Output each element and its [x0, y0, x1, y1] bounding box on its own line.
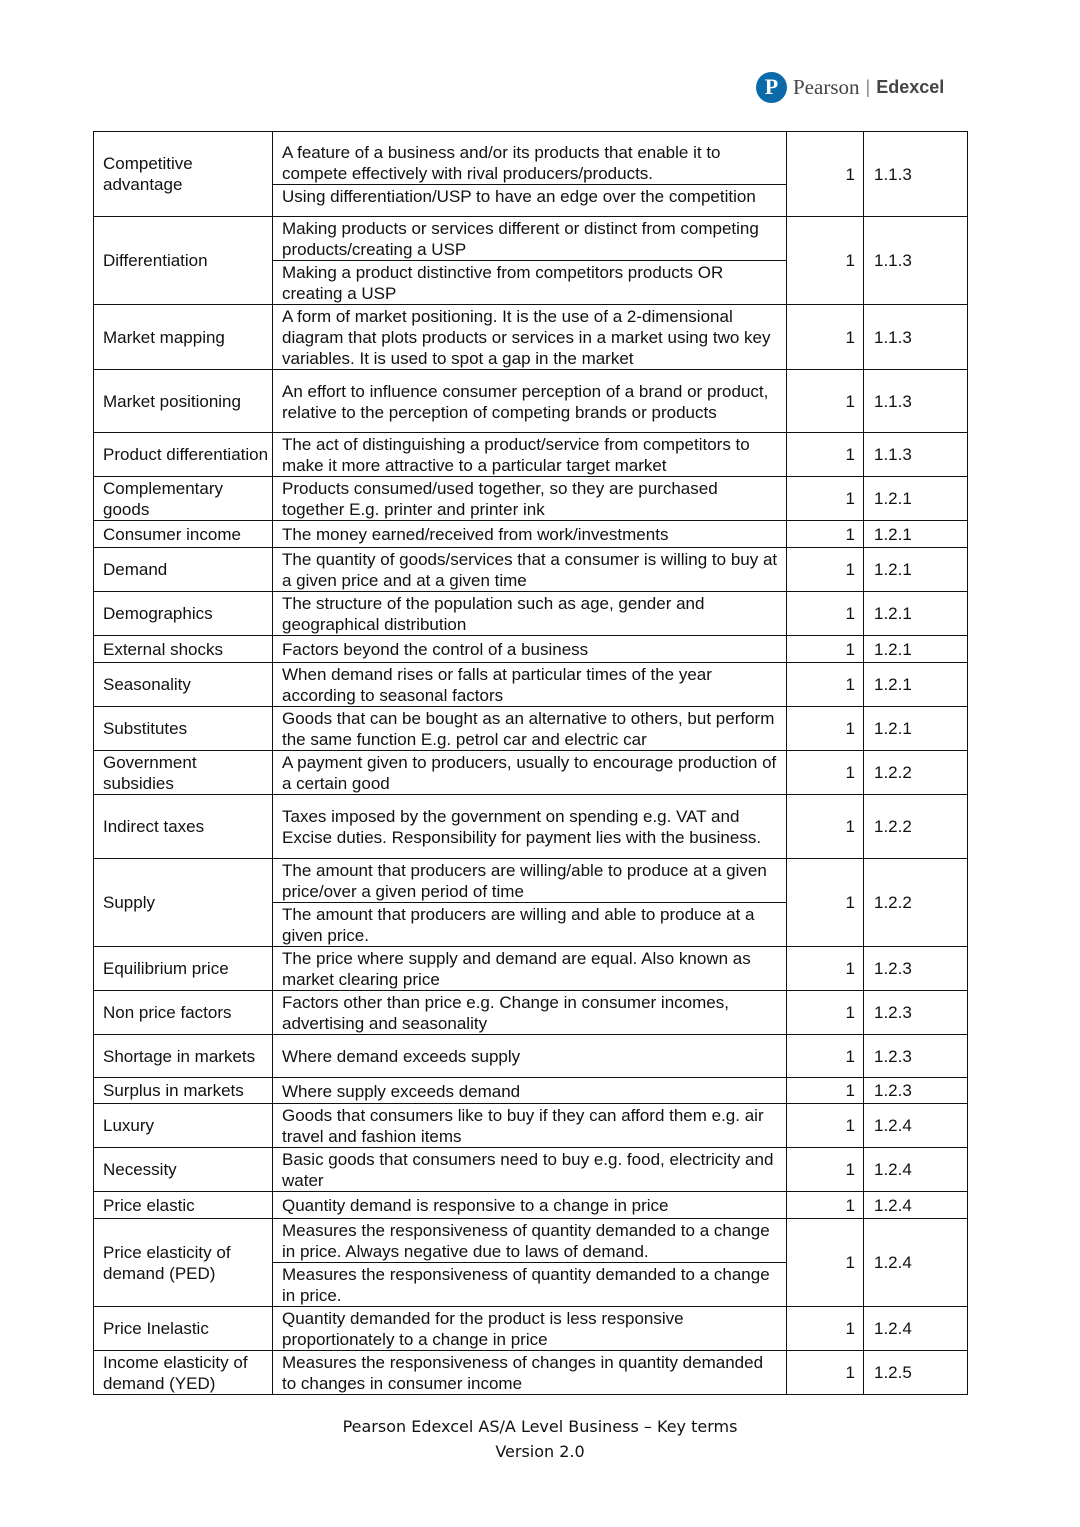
definition-text: Factors other than price e.g. Change in consumer incomes, advertising and seasonality — [282, 993, 729, 1033]
spec-ref-cell: 1.2.1 — [864, 663, 968, 707]
definition-cell — [273, 217, 787, 305]
definition-text: Goods that can be bought as an alternative to others, but perform the same function E.g. petrol car and electric car — [282, 709, 775, 749]
term-cell: Price elastic — [94, 1192, 273, 1219]
definition-cell — [273, 433, 787, 477]
marks-cell: 1 — [787, 707, 864, 751]
table-row — [94, 1078, 968, 1104]
spec-ref-cell: 1.2.4 — [864, 1219, 968, 1307]
marks-cell: 1 — [787, 1104, 864, 1148]
definition-text: A form of market positioning. It is the use of a 2-dimensional diagram that plots products or services in a market using two key variables. It is used to spot a gap in the market — [282, 307, 771, 368]
spec-ref-cell: 1.2.4 — [864, 1192, 968, 1219]
definition-cell — [273, 521, 787, 548]
term-cell: Market mapping — [94, 305, 273, 370]
spec-ref-cell: 1.2.4 — [864, 1104, 968, 1148]
table-row — [94, 991, 968, 1035]
definition-cell — [273, 859, 787, 947]
term-cell: Necessity — [94, 1148, 273, 1192]
term-cell: Government subsidies — [94, 751, 273, 795]
marks-cell: 1 — [787, 636, 864, 663]
table-row — [94, 477, 968, 521]
marks-cell: 1 — [787, 1192, 864, 1219]
spec-ref-cell: 1.2.5 — [864, 1351, 968, 1395]
spec-ref-cell: 1.2.2 — [864, 795, 968, 859]
marks-cell: 1 — [787, 991, 864, 1035]
marks-cell: 1 — [787, 1035, 864, 1078]
definition-text: Products consumed/used together, so they are purchased together E.g. printer and printer ink — [282, 479, 718, 519]
table-row — [94, 1351, 968, 1395]
table-row — [94, 707, 968, 751]
marks-cell: 1 — [787, 592, 864, 636]
definition-cell — [273, 1351, 787, 1395]
spec-ref-cell: 1.2.1 — [864, 592, 968, 636]
spec-ref-cell: 1.2.4 — [864, 1307, 968, 1351]
definition-text: Basic goods that consumers need to buy e.g. food, electricity and water — [282, 1150, 774, 1190]
definition-text: Using differentiation/USP to have an edge over the competition — [273, 184, 786, 207]
definition-text: A payment given to producers, usually to encourage production of a certain good — [282, 753, 777, 793]
definition-cell — [273, 636, 787, 663]
footer-title: Pearson Edexcel AS/A Level Business – Key terms — [342, 1417, 738, 1436]
term-cell: Indirect taxes — [94, 795, 273, 859]
marks-cell: 1 — [787, 370, 864, 433]
term-cell: Demand — [94, 548, 273, 592]
definition-cell — [273, 1219, 787, 1307]
definition-cell — [273, 1078, 787, 1104]
marks-cell: 1 — [787, 305, 864, 370]
pearson-logo-icon: P — [756, 72, 787, 103]
spec-ref-cell: 1.1.3 — [864, 433, 968, 477]
spec-ref-cell: 1.1.3 — [864, 370, 968, 433]
marks-cell: 1 — [787, 1307, 864, 1351]
definition-text: Making products or services different or distinct from competing products/creating a USP — [282, 219, 759, 259]
term-cell: External shocks — [94, 636, 273, 663]
definition-text: Goods that consumers like to buy if they can afford them e.g. air travel and fashion items — [282, 1106, 764, 1146]
table-row — [94, 947, 968, 991]
definition-text: The quantity of goods/services that a consumer is willing to buy at a given price and at a given time — [282, 550, 778, 590]
table-row — [94, 1035, 968, 1078]
spec-ref-cell: 1.2.4 — [864, 1148, 968, 1192]
definition-text: Measures the responsiveness of quantity demanded to a change in price. Always negative due to laws of demand. — [282, 1221, 770, 1261]
term-cell: Price elasticity of demand (PED) — [94, 1219, 273, 1307]
term-cell: Income elasticity of demand (YED) — [94, 1351, 273, 1395]
spec-ref-cell: 1.2.3 — [864, 1078, 968, 1104]
table-row — [94, 592, 968, 636]
marks-cell: 1 — [787, 521, 864, 548]
table-row — [94, 132, 968, 217]
term-cell: Non price factors — [94, 991, 273, 1035]
marks-cell: 1 — [787, 548, 864, 592]
definition-text: The price where supply and demand are equal. Also known as market clearing price — [282, 949, 751, 989]
marks-cell: 1 — [787, 132, 864, 217]
definition-cell — [273, 1148, 787, 1192]
spec-ref-cell: 1.2.3 — [864, 1035, 968, 1078]
marks-cell: 1 — [787, 217, 864, 305]
spec-ref-cell: 1.2.1 — [864, 548, 968, 592]
definition-cell — [273, 991, 787, 1035]
table-row — [94, 1307, 968, 1351]
spec-ref-cell: 1.2.3 — [864, 991, 968, 1035]
definition-cell — [273, 663, 787, 707]
term-cell: Differentiation — [94, 217, 273, 305]
definition-cell — [273, 795, 787, 859]
spec-ref-cell: 1.2.3 — [864, 947, 968, 991]
marks-cell: 1 — [787, 1078, 864, 1104]
definition-text: Where demand exceeds supply — [282, 1047, 521, 1066]
table-row — [94, 636, 968, 663]
table-row — [94, 305, 968, 370]
definition-text: Quantity demanded for the product is less responsive proportionately to a change in price — [282, 1309, 684, 1349]
table-row — [94, 751, 968, 795]
term-cell: Shortage in markets — [94, 1035, 273, 1078]
spec-ref-cell: 1.2.1 — [864, 521, 968, 548]
definition-cell — [273, 751, 787, 795]
term-cell: Seasonality — [94, 663, 273, 707]
marks-cell: 1 — [787, 477, 864, 521]
definition-cell — [273, 370, 787, 433]
definition-cell — [273, 1104, 787, 1148]
definition-cell — [273, 1307, 787, 1351]
marks-cell: 1 — [787, 751, 864, 795]
definition-text: When demand rises or falls at particular times of the year according to seasonal factors — [282, 665, 712, 705]
table-row — [94, 1148, 968, 1192]
term-cell: Competitive advantage — [94, 132, 273, 217]
definition-cell — [273, 707, 787, 751]
marks-cell: 1 — [787, 1219, 864, 1307]
spec-ref-cell: 1.1.3 — [864, 217, 968, 305]
marks-cell: 1 — [787, 663, 864, 707]
definition-text: The amount that producers are willing and able to produce at a given price. — [273, 902, 786, 946]
term-cell: Equilibrium price — [94, 947, 273, 991]
definition-text: Factors beyond the control of a business — [282, 640, 589, 659]
sub-brand-name: Edexcel — [876, 76, 945, 97]
spec-ref-cell: 1.2.1 — [864, 707, 968, 751]
term-cell: Substitutes — [94, 707, 273, 751]
definition-text: Measures the responsiveness of changes in quantity demanded to changes in consumer income — [282, 1353, 764, 1393]
definition-text: Measures the responsiveness of quantity demanded to a change in price. — [273, 1262, 786, 1306]
definition-cell — [273, 1035, 787, 1078]
marks-cell: 1 — [787, 433, 864, 477]
table-row — [94, 433, 968, 477]
table-row — [94, 370, 968, 433]
term-cell: Consumer income — [94, 521, 273, 548]
marks-cell: 1 — [787, 859, 864, 947]
table-row — [94, 1104, 968, 1148]
definition-cell — [273, 305, 787, 370]
table-row — [94, 1219, 968, 1307]
marks-cell: 1 — [787, 795, 864, 859]
term-cell: Supply — [94, 859, 273, 947]
spec-ref-cell: 1.1.3 — [864, 305, 968, 370]
definition-text: An effort to influence consumer perception of a brand or product, relative to the perception of competing brands or products — [282, 381, 769, 422]
term-cell: Price Inelastic — [94, 1307, 273, 1351]
definition-text: A feature of a business and/or its products that enable it to compete effectively with rival producers/products. — [282, 143, 721, 183]
definition-text: The money earned/received from work/investments — [282, 525, 669, 544]
definition-text: The amount that producers are willing/able to produce at a given price/over a given period of time — [282, 861, 767, 901]
table-row — [94, 1192, 968, 1219]
definition-text: The act of distinguishing a product/service from competitors to make it more attractive to a particular target market — [282, 435, 750, 475]
term-cell: Demographics — [94, 592, 273, 636]
brand-name: Pearson — [793, 74, 860, 99]
table-row — [94, 521, 968, 548]
spec-ref-cell: 1.2.1 — [864, 636, 968, 663]
definition-cell — [273, 1192, 787, 1219]
spec-ref-cell: 1.2.2 — [864, 751, 968, 795]
table-row — [94, 217, 968, 305]
table-row — [94, 548, 968, 592]
marks-cell: 1 — [787, 947, 864, 991]
definition-text: The structure of the population such as age, gender and geographical distribution — [282, 594, 705, 634]
definition-text: Where supply exceeds demand — [282, 1081, 521, 1101]
table-row — [94, 859, 968, 947]
definition-cell — [273, 592, 787, 636]
definition-text: Quantity demand is responsive to a change in price — [282, 1196, 669, 1215]
marks-cell: 1 — [787, 1148, 864, 1192]
key-terms-table — [93, 131, 968, 1395]
table-row — [94, 795, 968, 859]
brand-separator: | — [865, 76, 871, 97]
spec-ref-cell: 1.2.1 — [864, 477, 968, 521]
definition-cell — [273, 947, 787, 991]
definition-text: Taxes imposed by the government on spending e.g. VAT and Excise duties. Responsibility for payment lies with the business. — [282, 807, 762, 847]
table-row — [94, 663, 968, 707]
definition-text: Making a product distinctive from competitors products OR creating a USP — [273, 260, 786, 304]
term-cell: Product differentiation — [94, 433, 273, 477]
pearson-edexcel-logo — [756, 70, 944, 104]
term-cell: Complementary goods — [94, 477, 273, 521]
definition-cell — [273, 548, 787, 592]
term-cell: Market positioning — [94, 370, 273, 433]
definition-cell — [273, 132, 787, 217]
spec-ref-cell: 1.2.2 — [864, 859, 968, 947]
footer-version: Version 2.0 — [495, 1442, 585, 1461]
marks-cell: 1 — [787, 1351, 864, 1395]
term-cell: Surplus in markets — [94, 1078, 273, 1104]
spec-ref-cell: 1.1.3 — [864, 132, 968, 217]
term-cell: Luxury — [94, 1104, 273, 1148]
definition-cell — [273, 477, 787, 521]
